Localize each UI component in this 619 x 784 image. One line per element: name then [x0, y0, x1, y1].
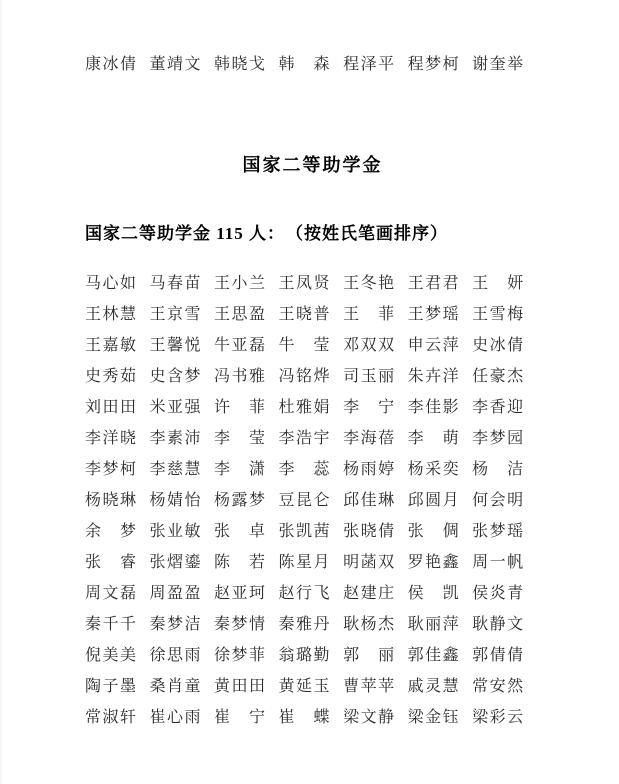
student-name: 谢奎举	[472, 55, 525, 73]
student-name: 明菡双	[343, 554, 396, 571]
student-name: 郭倩倩	[472, 647, 525, 664]
student-name: 曹苹苹	[343, 678, 396, 695]
name-row	[85, 700, 540, 731]
student-name: 杜雅娟	[278, 399, 332, 416]
names-list	[85, 266, 540, 731]
student-name: 冯铭烨	[278, 368, 332, 385]
name-row	[85, 390, 540, 421]
student-name: 常安然	[472, 678, 525, 695]
student-name: 张 卓	[214, 523, 267, 540]
student-name: 周文磊	[85, 585, 138, 602]
name-row	[85, 421, 540, 452]
name-row	[85, 328, 540, 359]
student-name: 赵亚珂	[214, 585, 267, 602]
student-name: 杨露梦	[214, 492, 267, 509]
student-name: 赵建庄	[343, 585, 396, 602]
student-name: 王君君	[407, 275, 461, 292]
student-name: 邱圆月	[407, 492, 461, 509]
student-name: 梁文静	[343, 709, 396, 726]
student-name: 杨婧怡	[149, 492, 203, 509]
student-name: 牛 莹	[278, 337, 332, 354]
student-name: 王嘉敏	[85, 337, 138, 354]
student-name: 李慈慧	[149, 461, 203, 478]
student-name: 马心如	[85, 275, 138, 292]
student-name: 杨采奕	[407, 461, 461, 478]
student-name: 黄田田	[214, 678, 267, 695]
student-name: 徐思雨	[149, 647, 203, 664]
student-name: 李素沛	[149, 430, 203, 447]
student-name: 韩晓戈	[214, 55, 267, 73]
student-name: 张晓倩	[343, 523, 396, 540]
student-name: 王冬艳	[343, 275, 396, 292]
student-name: 黄延玉	[278, 678, 332, 695]
student-name: 马春苗	[149, 275, 203, 292]
student-name: 郭佳鑫	[407, 647, 461, 664]
student-name: 秦梦洁	[149, 616, 203, 633]
student-name: 张梦瑶	[472, 523, 525, 540]
student-name: 李香迎	[472, 399, 525, 416]
student-name: 徐梦菲	[214, 647, 267, 664]
student-name: 秦梦情	[214, 616, 267, 633]
student-name: 秦雅丹	[278, 616, 332, 633]
student-name: 豆昆仑	[278, 492, 332, 509]
student-name: 史含梦	[149, 368, 203, 385]
name-row	[85, 607, 540, 638]
page-content	[85, 0, 540, 731]
student-name: 程梦柯	[407, 55, 461, 73]
student-name: 司玉丽	[343, 368, 396, 385]
student-name: 任豪杰	[472, 368, 525, 385]
student-name: 杨晓琳	[85, 492, 138, 509]
name-row	[85, 545, 540, 576]
student-name: 康冰倩	[85, 55, 138, 73]
student-name: 王 菲	[343, 306, 396, 323]
student-name: 梁彩云	[472, 709, 525, 726]
student-name: 秦千千	[85, 616, 138, 633]
list-header: 国家二等助学金 115 人： （按姓氏笔画排序）	[85, 224, 449, 243]
student-name: 罗艳鑫	[407, 554, 461, 571]
name-row	[85, 483, 540, 514]
student-name: 许 菲	[214, 399, 267, 416]
student-name: 赵行飞	[278, 585, 332, 602]
student-name: 杨 洁	[472, 461, 525, 478]
student-name: 董靖文	[149, 55, 203, 73]
student-name: 李梦柯	[85, 461, 138, 478]
student-name: 申云萍	[407, 337, 461, 354]
student-name: 耿静文	[472, 616, 525, 633]
name-row	[85, 53, 540, 71]
student-name: 崔 宁	[214, 709, 267, 726]
name-row	[85, 266, 540, 297]
student-name: 李洋晓	[85, 430, 138, 447]
student-name: 朱卉洋	[407, 368, 461, 385]
student-name: 陶子墨	[85, 678, 138, 695]
student-name: 余 梦	[85, 523, 138, 540]
name-row	[85, 576, 540, 607]
student-name: 李 蕊	[278, 461, 332, 478]
student-name: 王小兰	[214, 275, 267, 292]
student-name: 王雪梅	[472, 306, 525, 323]
student-name: 陈 若	[214, 554, 267, 571]
student-name: 王梦瑶	[407, 306, 461, 323]
student-name: 王馨悦	[149, 337, 203, 354]
student-name: 王 妍	[472, 275, 525, 292]
student-name: 王思盈	[214, 306, 267, 323]
student-name: 李 萌	[407, 430, 461, 447]
student-name: 王凤贤	[278, 275, 332, 292]
student-name: 史冰倩	[472, 337, 525, 354]
student-name: 邓双双	[343, 337, 396, 354]
student-name: 崔心雨	[149, 709, 203, 726]
student-name: 耿杨杰	[343, 616, 396, 633]
student-name: 李 莹	[214, 430, 267, 447]
student-name: 张业敏	[149, 523, 203, 540]
student-name: 冯书雅	[214, 368, 267, 385]
student-name: 梁金钰	[407, 709, 461, 726]
student-name: 戚灵慧	[407, 678, 461, 695]
student-name: 牛亚磊	[214, 337, 267, 354]
student-name: 李梦园	[472, 430, 525, 447]
student-name: 张凯茜	[278, 523, 332, 540]
student-name: 张 倜	[407, 523, 461, 540]
student-name: 耿丽萍	[407, 616, 461, 633]
student-name: 杨雨婷	[343, 461, 396, 478]
student-name: 王京雪	[149, 306, 203, 323]
student-name: 史秀茹	[85, 368, 138, 385]
student-name: 张 睿	[85, 554, 138, 571]
student-name: 李 宁	[343, 399, 396, 416]
student-name: 桑肖童	[149, 678, 203, 695]
name-row	[85, 669, 540, 700]
student-name: 倪美美	[85, 647, 138, 664]
student-name: 侯 凯	[407, 585, 461, 602]
name-row	[85, 452, 540, 483]
name-row	[85, 514, 540, 545]
carryover-names-row	[85, 53, 540, 71]
student-name: 程泽平	[343, 55, 396, 73]
name-row	[85, 638, 540, 669]
student-name: 翁璐勤	[278, 647, 332, 664]
student-name: 李海蓓	[343, 430, 396, 447]
student-name: 侯炎青	[472, 585, 525, 602]
student-name: 李 潇	[214, 461, 267, 478]
name-row	[85, 297, 540, 328]
student-name: 韩 森	[278, 55, 332, 73]
student-name: 郭 丽	[343, 647, 396, 664]
student-name: 邱佳琳	[343, 492, 396, 509]
student-name: 刘田田	[85, 399, 138, 416]
student-name: 米亚强	[149, 399, 203, 416]
student-name: 陈星月	[278, 554, 332, 571]
page-title: 国家二等助学金	[242, 155, 383, 175]
name-row	[85, 359, 540, 390]
student-name: 何会明	[472, 492, 525, 509]
student-name: 崔 蝶	[278, 709, 332, 726]
student-name: 李浩宇	[278, 430, 332, 447]
student-name: 常淑轩	[85, 709, 138, 726]
student-name: 王晓普	[278, 306, 332, 323]
student-name: 李佳影	[407, 399, 461, 416]
student-name: 周一帆	[472, 554, 525, 571]
student-name: 王林慧	[85, 306, 138, 323]
student-name: 张熠鎏	[149, 554, 203, 571]
student-name: 周盈盈	[149, 585, 203, 602]
